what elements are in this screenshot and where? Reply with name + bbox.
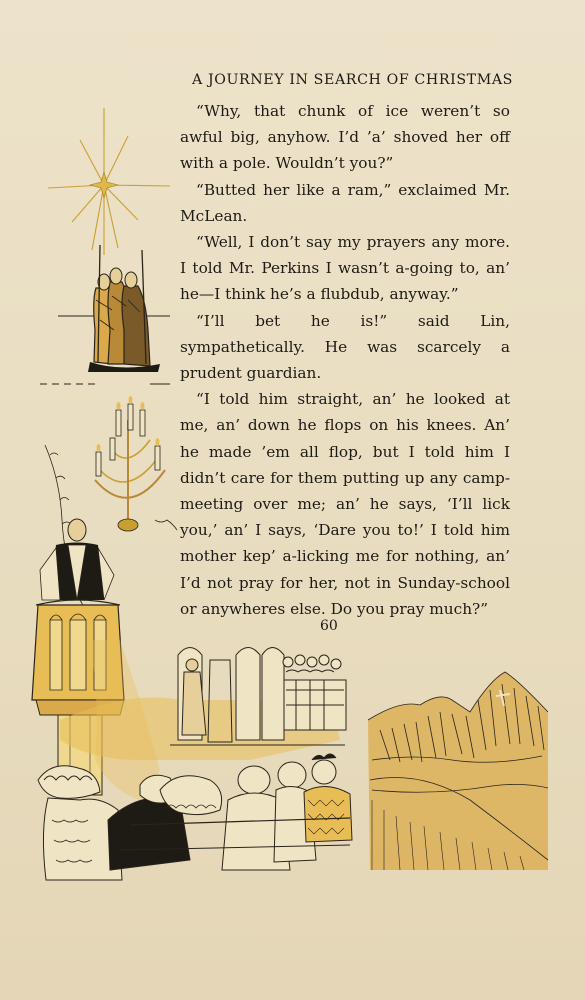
mountain-with-cross [368,672,548,870]
congregation [38,754,352,880]
star-of-bethlehem-icon [48,108,170,255]
paragraph: “I told him straight, an’ he looked at me, an’ down he flops on his knees. An’ he made ’em all flop, but I told him I didn’t care for them putting up any camp-meeting over me; an’ he says, ‘I’ll lick you,’ an’ I says, ‘Dare you to!’ I told him mother kep’ a-licking me for nothing, an’ I’d not pray for her, not in Sunday-school or anywheres else. Do you pray much?” [180,390,510,618]
paragraph: “Butted her like a ram,” exclaimed Mr. McLean. [180,180,510,225]
body-text [180,98,510,622]
choir-scene [170,648,346,746]
paragraph: “Well, I don’t say my prayers any more. I told Mr. Perkins I wasn’t a-going to, an’ he—I think he’s a flubdub, anyway.” [180,233,510,304]
running-head: A JOURNEY IN SEARCH OF CHRISTMAS [191,72,513,88]
candelabra [95,396,165,531]
wise-men-figures [58,245,170,372]
paragraph: “Why, that chunk of ice weren’t so awful big, anyhow. I’d ’a’ shoved her off with a pole. Wouldn’t you?” [180,102,510,173]
paragraph: “I’ll bet he is!” said Lin, sympathetically. He was scarcely a prudent guardian. [180,311,510,383]
page-number: 60 [320,618,338,634]
